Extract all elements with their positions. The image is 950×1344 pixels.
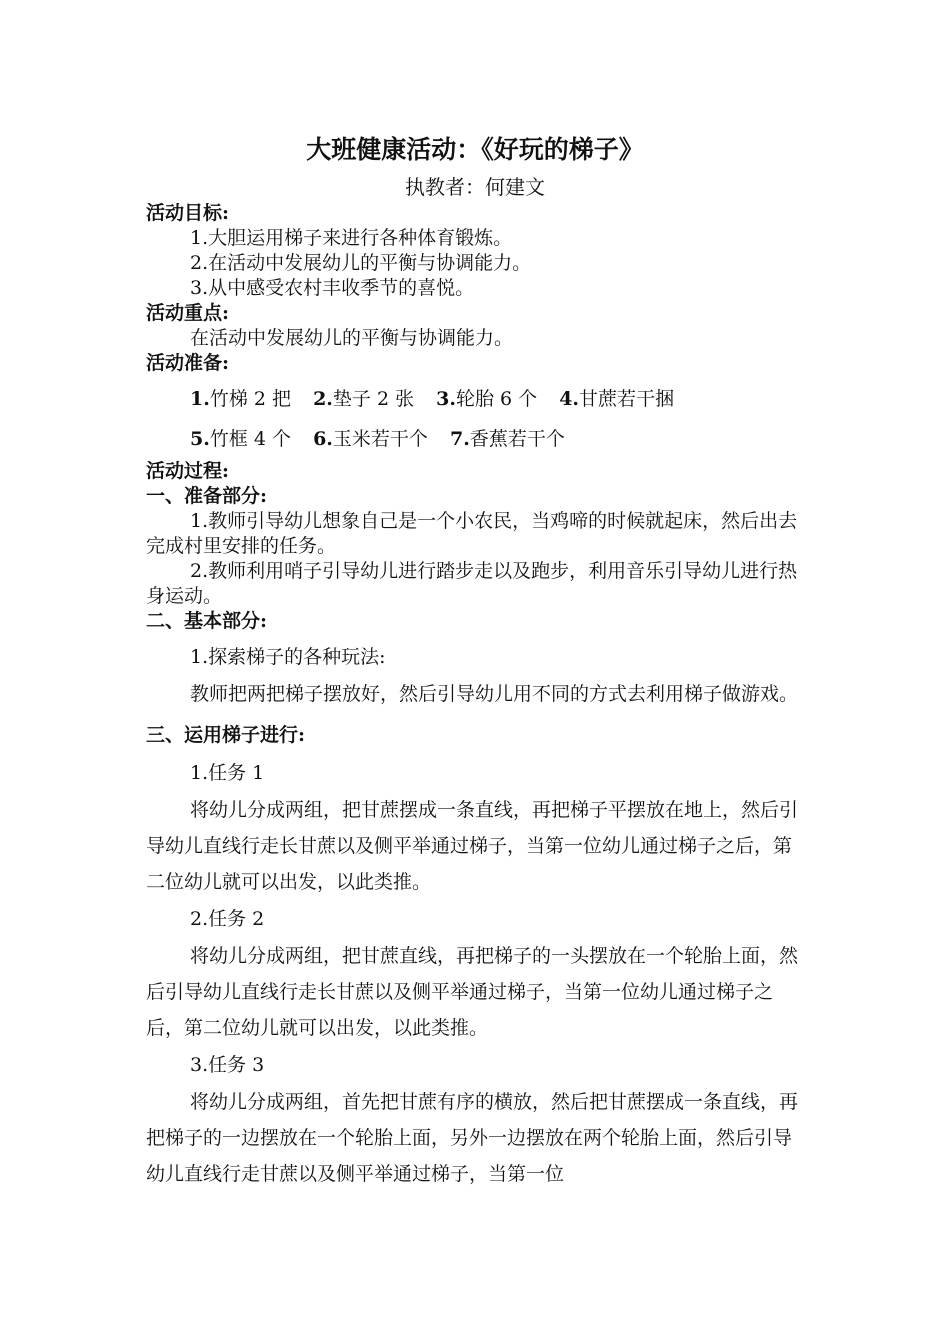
goal-item: 2.在活动中发展幼儿的平衡与协调能力。 [190,252,532,274]
part2-text: 教师把两把梯子摆放好，然后引导幼儿用不同的方式去利用梯子做游戏。 [190,683,799,705]
doc-body [146,201,810,1192]
task-text: 将幼儿分成两组，把甘蔗直线，再把梯子的一头摆放在一个轮胎上面，然后引导幼儿直线行走长甘蔗以及侧平举通过梯子，当第一位幼儿通过梯子之后，第二位幼儿就可以出发，以此类推。 [146,945,799,1039]
prep-item: 2.垫子 2 张 [313,388,415,410]
prep-item: 5.竹框 4 个 [190,428,292,450]
task-text: 将幼儿分成两组，把甘蔗摆成一条直线，再把梯子平摆放在地上，然后引导幼儿直线行走长甘蔗以及侧平举通过梯子，当第一位幼儿通过梯子之后，第二位幼儿就可以出发，以此类推。 [146,799,799,893]
goal-item: 3.从中感受农村丰收季节的喜悦。 [190,277,475,299]
part2-heading: 二、基本部分: [146,610,268,632]
prep-item: 4.甘蔗若干捆 [559,388,675,410]
prep-item: 3.轮胎 6 个 [436,388,538,410]
task-label: 2.任务 2 [190,908,265,930]
task-text: 将幼儿分成两组，首先把甘蔗有序的横放，然后把甘蔗摆成一条直线，再把梯子的一边摆放在一个轮胎上面，另外一边摆放在两个轮胎上面，然后引导幼儿直线行走甘蔗以及侧平举通过梯子，当第一位 [146,1091,799,1185]
prep-item: 6.玉米若干个 [313,428,428,450]
prep-item: 7.香蕉若干个 [449,428,565,450]
part3-heading: 三、运用梯子进行: [146,724,306,746]
doc-author: 执教者：何建文 [405,175,545,199]
part1-item: 2.教师利用哨子引导幼儿进行踏步走以及跑步，利用音乐引导幼儿进行热身运动。 [146,560,798,607]
prep-line-1 [146,379,810,419]
part2-sub: 1.探索梯子的各种玩法: [190,646,386,668]
process-heading: 活动过程: [146,460,230,482]
prep-heading: 活动准备: [146,352,230,374]
goal-item: 1.大胆运用梯子来进行各种体育锻炼。 [190,227,513,249]
prep-item: 1.竹梯 2 把 [190,388,292,410]
prep-line-2 [146,419,810,459]
part1-item: 1.教师引导幼儿想象自己是一个小农民，当鸡啼的时候就起床，然后出去完成村里安排的任务。 [146,510,798,557]
focus-text: 在活动中发展幼儿的平衡与协调能力。 [190,327,514,349]
doc-title: 大班健康活动：《好玩的梯子》 [306,135,644,164]
task-label: 3.任务 3 [190,1054,265,1076]
focus-heading: 活动重点: [146,302,230,324]
goals-heading: 活动目标: [146,202,230,224]
part1-heading: 一、准备部分: [146,485,268,507]
task-label: 1.任务 1 [190,762,265,784]
